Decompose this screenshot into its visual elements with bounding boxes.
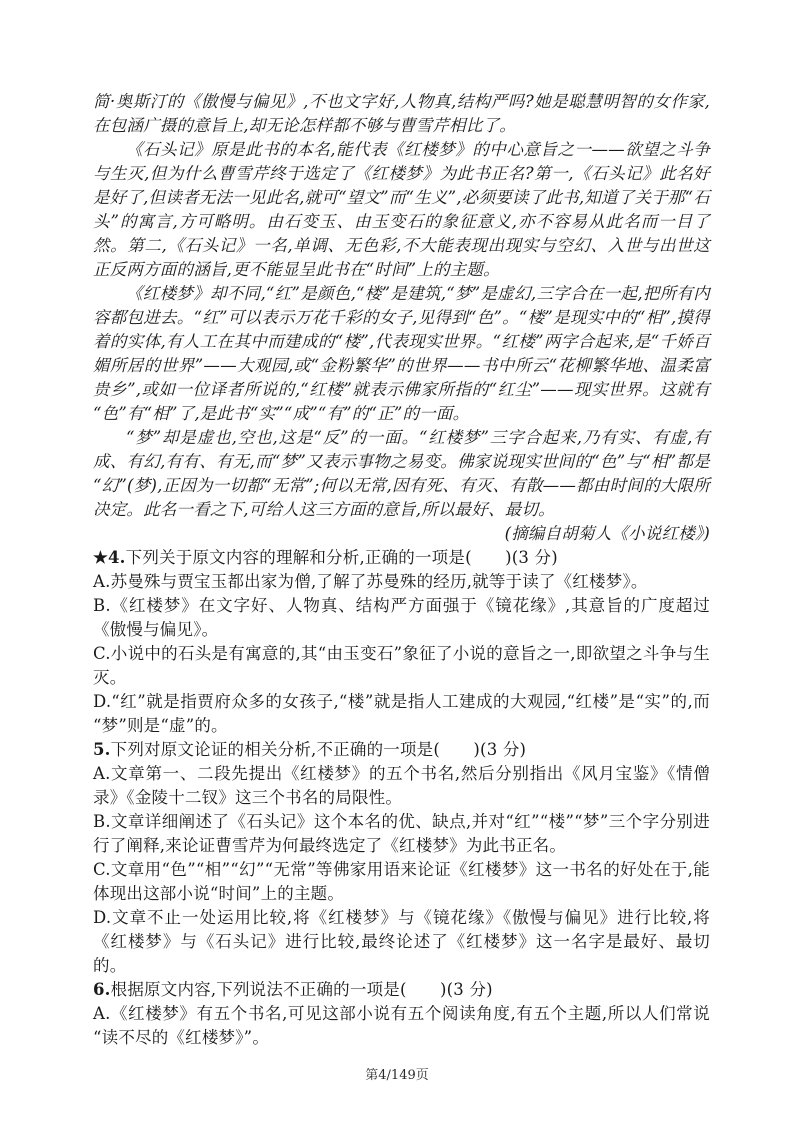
- option-text: 《红楼梦》在文字好、人物真、结构严方面强于《镜花缘》,其意旨的广度超过《傲慢与偏见》。: [93, 596, 710, 639]
- passage-paragraph: 《红楼梦》却不同,“红”是颜色,“楼”是建筑,“梦”是虚幻,三字合在一起,把所有内容都包进去。“红”可以表示万花千彩的女子,见得到“色”。“楼”是现实中的“相”,摸得着的实体,有人工在其中而建成的“楼”,代表现实世界。“红楼”两字合起来,是“千娇百媚所居的世界”——大观园,或“金粉繁华”的世界——书中所云“花柳繁华地、温柔富贵乡”,或如一位译者所说的,“红楼”就表示佛家所指的“红尘”——现实世界。这就有“色”有“相”了,是此书“实”“成”“有”的“正”的一面。: [93, 284, 710, 423]
- option-a: [93, 762, 710, 810]
- option-label: C.: [93, 860, 111, 879]
- question-stem-text: 根据原文内容,下列说法不正确的一项是( )(3 分): [110, 980, 493, 999]
- question-number: 5.: [93, 740, 111, 759]
- question-number: 4.: [108, 548, 126, 567]
- option-a: [93, 1002, 710, 1050]
- option-b: [93, 810, 710, 858]
- option-label: B.: [93, 812, 111, 831]
- option-text: “红”就是指贾府众多的女孩子,“楼”就是指人工建成的大观园,“红楼”是“实”的,而“梦”则是“虚”的。: [93, 692, 710, 735]
- option-text: 文章不止一处运用比较,将《红楼梦》与《镜花缘》《傲慢与偏见》进行比较,将《红楼梦》与《石头记》进行比较,最终论述了《红楼梦》这一名字是最好、最切的。: [93, 908, 710, 975]
- question-stem: [93, 978, 710, 1002]
- page-footer: [0, 1064, 794, 1083]
- reading-passage: [93, 90, 710, 546]
- passage-attribution: (摘编自胡菊人《小说红楼》): [504, 524, 710, 543]
- question-stem: [93, 546, 710, 570]
- question-number: 6.: [93, 980, 111, 999]
- option-label: A.: [93, 572, 111, 591]
- option-d: [93, 906, 710, 978]
- option-c: [93, 642, 710, 690]
- option-text: 文章详细阐述了《石头记》这个本名的优、缺点,并对“红”“楼”“梦”三个字分别进行了阐释,来论证曹雪芹为何最终选定了《红楼梦》为此书正名。: [93, 812, 710, 855]
- option-label: D.: [93, 908, 112, 927]
- page-content: [93, 90, 710, 1050]
- star-icon: ★: [93, 548, 108, 567]
- option-label: A.: [93, 1004, 111, 1023]
- questions-section: [93, 546, 710, 1050]
- option-a: [93, 570, 710, 594]
- option-text: 文章第一、二段先提出《红楼梦》的五个书名,然后分别指出《风月宝鉴》《情僧录》《金陵十二钗》这三个书名的局限性。: [93, 764, 710, 807]
- question-6: [93, 978, 710, 1050]
- passage-paragraph: 《石头记》原是此书的本名,能代表《红楼梦》的中心意旨之一——欲望之斗争与生灭,但为什么曹雪芹终于选定了《红楼梦》为此书正名?第一,《石头记》此名好是好了,但读者无法一见此名,就可“望文”而“生义”,必须要读了此书,知道了关于那“石头”的寓言,方可略明。由石变玉、由玉变石的象征意义,亦不容易从此名而一目了然。第二,《石头记》一名,单调、无色彩,不大能表现出现实与空幻、入世与出世这正反两方面的涵旨,更不能显呈此书在“时间”上的主题。: [93, 140, 710, 279]
- option-label: D.: [93, 692, 112, 711]
- question-5: [93, 738, 710, 978]
- option-label: C.: [93, 644, 111, 663]
- option-b: [93, 594, 710, 642]
- passage-paragraph: “梦”却是虚也,空也,这是“反”的一面。“红楼梦”三字合起来,乃有实、有虚,有成、有幻,有有、有无,而“梦”又表示事物之易变。佛家说现实世间的“色”与“相”都是“幻”(梦),正因为一切都“无常”;何以无常,因有死、有灭、有散——都由时间的大限所决定。此名一看之下,可给人这三方面的意旨,所以最好、最切。: [93, 428, 710, 519]
- question-stem-text: 下列对原文论证的相关分析,不正确的一项是( )(3 分): [110, 740, 527, 759]
- option-c: [93, 858, 710, 906]
- option-label: A.: [93, 764, 111, 783]
- option-label: B.: [93, 596, 111, 615]
- option-d: [93, 690, 710, 738]
- page-number: 第4/149页: [365, 1068, 429, 1083]
- option-text: 苏曼殊与贾宝玉都出家为僧,了解了苏曼殊的经历,就等于读了《红楼梦》。: [110, 572, 648, 591]
- option-text: 小说中的石头是有寓意的,其“由玉变石”象征了小说的意旨之一,即欲望之斗争与生灭。: [93, 644, 710, 687]
- question-stem-text: 下列关于原文内容的理解和分析,正确的一项是( )(3 分): [125, 548, 558, 567]
- question-4: [93, 546, 710, 738]
- option-text: 《红楼梦》有五个书名,可见这部小说有五个阅读角度,有五个主题,所以人们常说“读不尽的《红楼梦》”。: [93, 1004, 710, 1047]
- option-text: 文章用“色”“相”“幻”“无常”等佛家用语来论证《红楼梦》这一书名的好处在于,能体现出这部小说“时间”上的主题。: [93, 860, 710, 903]
- passage-paragraph: 简·奥斯汀的《傲慢与偏见》,不也文字好,人物真,结构严吗?她是聪慧明智的女作家,在包涵广摄的意旨上,却无论怎样都不够与曹雪芹相比了。: [93, 92, 710, 135]
- question-stem: [93, 738, 710, 762]
